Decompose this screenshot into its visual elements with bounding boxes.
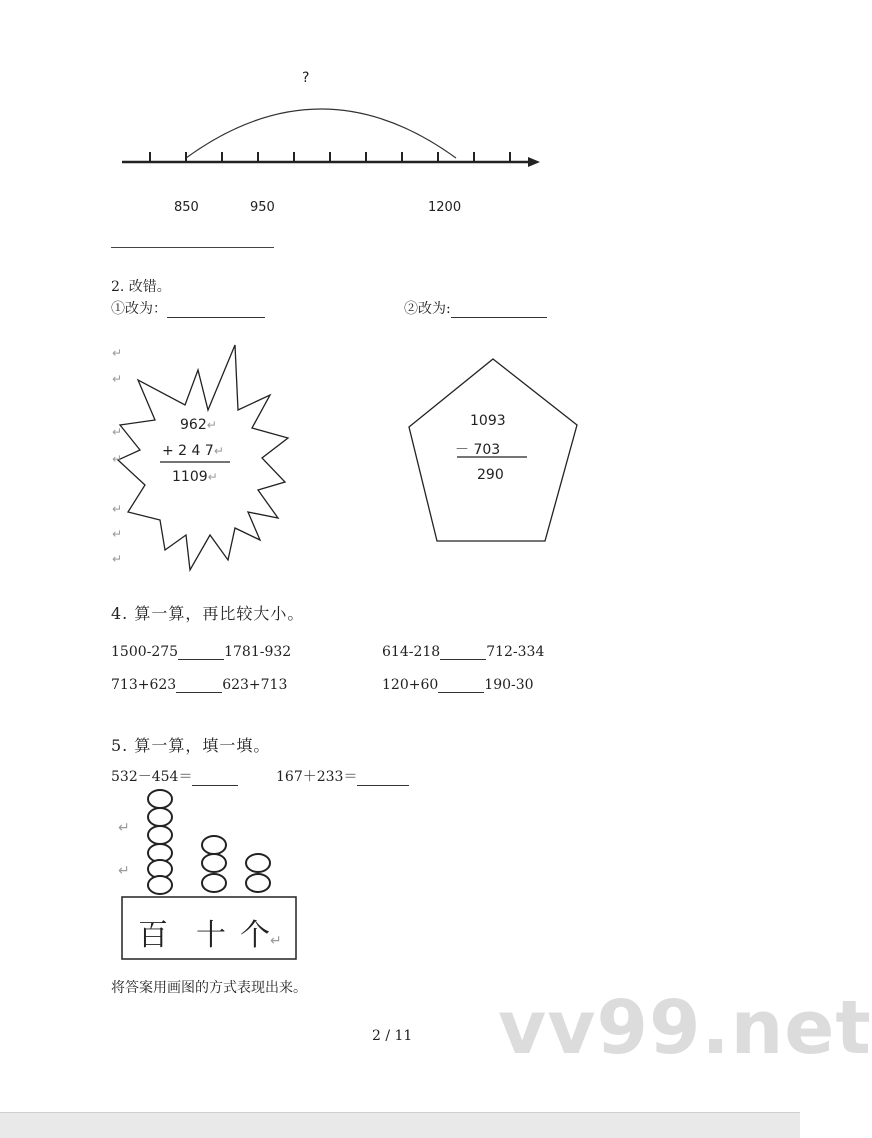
number-line-ticks [150,152,510,162]
label-ones: 个↵ [240,918,282,953]
fix1-label: ①改为： [111,301,167,317]
compare-blank-4[interactable] [438,678,484,693]
q5-title: 5. 算一算，填一填。 [111,736,271,755]
return-mark: ↵ [112,346,123,360]
label-950: 950 [250,200,275,215]
label-tens: 十 [196,918,226,953]
fill-expr-2: 167＋233＝ [276,766,409,786]
compare-blank-1[interactable] [178,645,224,660]
star-burst-shape [110,340,300,580]
tens-beads [202,836,226,892]
return-mark: ↵ [112,425,123,439]
number-line-diagram [100,60,560,230]
q4-title: 4. 算一算，再比较大小。 [111,604,305,623]
star-line3: 1109↵ [172,469,218,485]
fill-blank-2[interactable] [357,771,409,786]
return-mark: ↵ [112,452,123,466]
viewer-bottom-bar [0,1112,800,1138]
fix2-row [404,298,547,318]
label-1200: 1200 [428,200,462,215]
return-mark: ↵ [112,527,123,541]
star-line1: 962↵ [180,417,217,433]
fill-expr-1: 532－454＝ [111,766,238,786]
hundreds-beads [148,790,172,894]
label-850: 850 [174,200,199,215]
return-mark: ↵ [118,820,130,836]
compare-blank-3[interactable] [176,678,222,693]
page-number: 2 / 11 [372,1028,413,1044]
label-hundreds: 百 [138,918,168,953]
fill-blank-1[interactable] [192,771,238,786]
drawing-instruction: 将答案用画图的方式表现出来。 [111,980,307,996]
jump-arc [186,109,456,158]
return-mark: ↵ [118,863,130,879]
pentagon-line1: 1093 [470,413,506,429]
ones-beads [246,854,270,892]
return-mark: ↵ [112,502,123,516]
question-mark: ? [302,70,310,86]
fix2-blank[interactable] [451,303,547,318]
fix1-blank[interactable] [167,303,265,318]
fix2-label: ②改为: [404,301,451,317]
watermark-text: vv99.net [498,985,872,1071]
compare-blank-2[interactable] [440,645,486,660]
star-line2: + 2 4 7↵ [162,443,224,459]
return-mark: ↵ [112,552,123,566]
fix1-row [111,298,265,318]
q2-title: 2. 改错。 [111,279,171,295]
pentagon-line3: 290 [477,467,504,483]
compare-row-1: 1500-275 1781-932 [111,644,292,660]
answer-line-q1[interactable] [111,247,274,248]
compare-row-2: 614-218 712-334 [382,644,545,660]
arrow-head-icon [528,157,540,167]
compare-row-4: 120+60 190-30 [382,677,534,693]
pentagon-line2: － 703 [455,442,501,458]
compare-row-3: 713+623 623+713 [111,677,288,693]
return-mark: ↵ [112,372,123,386]
